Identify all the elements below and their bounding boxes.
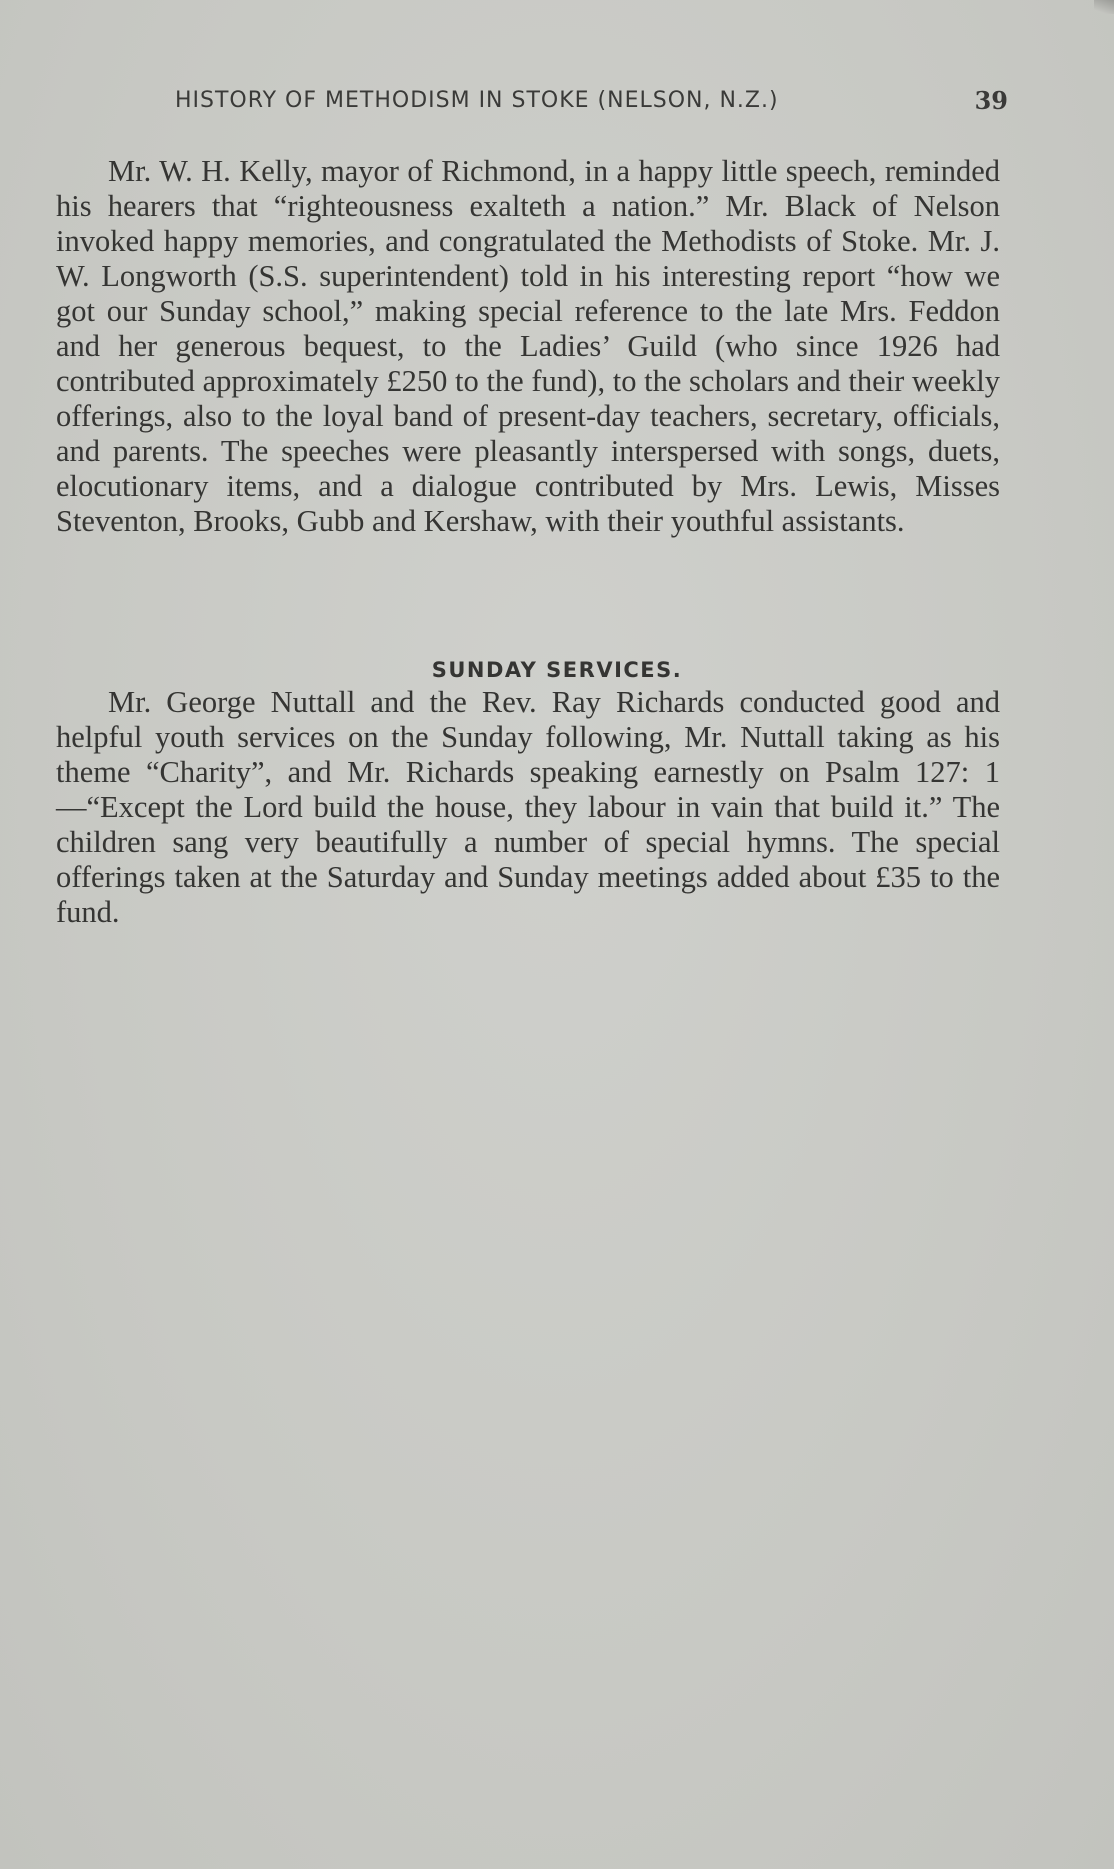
body-paragraph: Mr. W. H. Kelly, mayor of Richmond, in a happy little speech, reminded his hearers that “righteousness exalteth a nation.” Mr. Black of Nelson invoked happy memories, and congratulated the Methodists of Stoke. Mr. J. W. Longworth (S.S. superintendent) told in his interesting report “how we got our Sunday school,” making special reference to the late Mrs. Feddon and her generous bequest, to the Ladies’ Guild (who since 1926 had contributed approximately £250 to the fund), to the scholars and their weekly offerings, also to the loyal band of present-day teachers, secretary, officials, and parents. The speeches were pleasantly interspersed with songs, duets, elocutionary items, and a dialogue contributed by Mrs. Lewis, Misses Steventon, Brooks, Gubb and Kershaw, with their youthful assistants. [56, 154, 1000, 538]
page-number: 39 [974, 86, 1008, 115]
body-paragraph: Mr. George Nuttall and the Rev. Ray Richards conducted good and helpful youth services on the Sunday following, Mr. Nuttall taking as his theme “Charity”, and Mr. Richards speaking earnestly on Psalm 127: 1—“Except the Lord build the house, they labour in vain that build it.” The children sang very beautifully a number of special hymns. The special offerings taken at the Saturday and Sunday meetings added about £35 to the fund. [56, 685, 1000, 929]
page-corner-shadow [1094, 0, 1114, 14]
running-title: HISTORY OF METHODISM IN STOKE (NELSON, N.Z.) [175, 88, 779, 113]
running-head [175, 88, 1010, 118]
section-heading: SUNDAY SERVICES. [431, 658, 683, 682]
